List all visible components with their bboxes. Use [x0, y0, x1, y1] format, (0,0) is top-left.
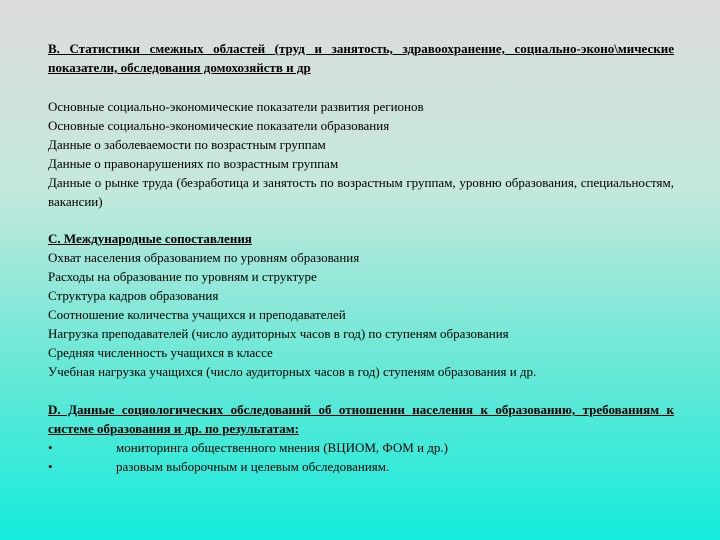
section-b-item: Данные о заболеваемости по возрастным группам	[48, 137, 326, 152]
section-c-item: Средняя численность учащихся в классе	[48, 345, 273, 360]
section-b-item: Основные социально-экономические показатели развития регионов	[48, 99, 424, 114]
section-b-item: Основные социально-экономические показатели образования	[48, 118, 390, 133]
section-d-bullet-text: мониторинга общественного мнения (ВЦИОМ, ФОМ и др.)	[116, 440, 448, 455]
section-c-list	[48, 248, 674, 381]
section-c-item: Структура кадров образования	[48, 288, 219, 303]
slide-content	[48, 39, 674, 476]
section-d-list	[48, 438, 674, 476]
bullet-icon: •	[48, 459, 53, 474]
section-b-list	[48, 97, 674, 211]
section-d-bullet-row	[48, 457, 674, 476]
section-d-bullet-text: разовым выборочным и целевым обследованиям.	[116, 459, 390, 474]
section-c-item: Учебная нагрузка учащихся (число аудиторных часов в год) ступеням образования и др.	[48, 364, 537, 379]
section-c-item: Нагрузка преподавателей (число аудиторных часов в год) по ступеням образования	[48, 326, 509, 341]
section-c-item: Расходы на образование по уровням и структуре	[48, 269, 317, 284]
section-c-item: Соотношение количества учащихся и преподавателей	[48, 307, 346, 322]
section-c-item: Охват населения образованием по уровням образования	[48, 250, 360, 265]
section-c-heading: C. Международные сопоставления	[48, 231, 252, 246]
section-d-bullet-row	[48, 438, 674, 457]
bullet-icon: •	[48, 440, 53, 455]
section-d-heading: D. Данные социологических обследований об отношении населения к образованию, требованиям к системе образования и др. по результатам:	[48, 402, 674, 436]
section-b-item: Данные о рынке труда (безработица и занятость по возрастным группам, уровню образования, специальностям, вакансии)	[48, 175, 674, 209]
section-b-item: Данные о правонарушениях по возрастным группам	[48, 156, 339, 171]
section-b-heading: B. Статистики смежных областей (труд и занятость, здравоохранение, социально-эконо\мические показатели, обследования домохозяйств и др	[48, 41, 674, 75]
